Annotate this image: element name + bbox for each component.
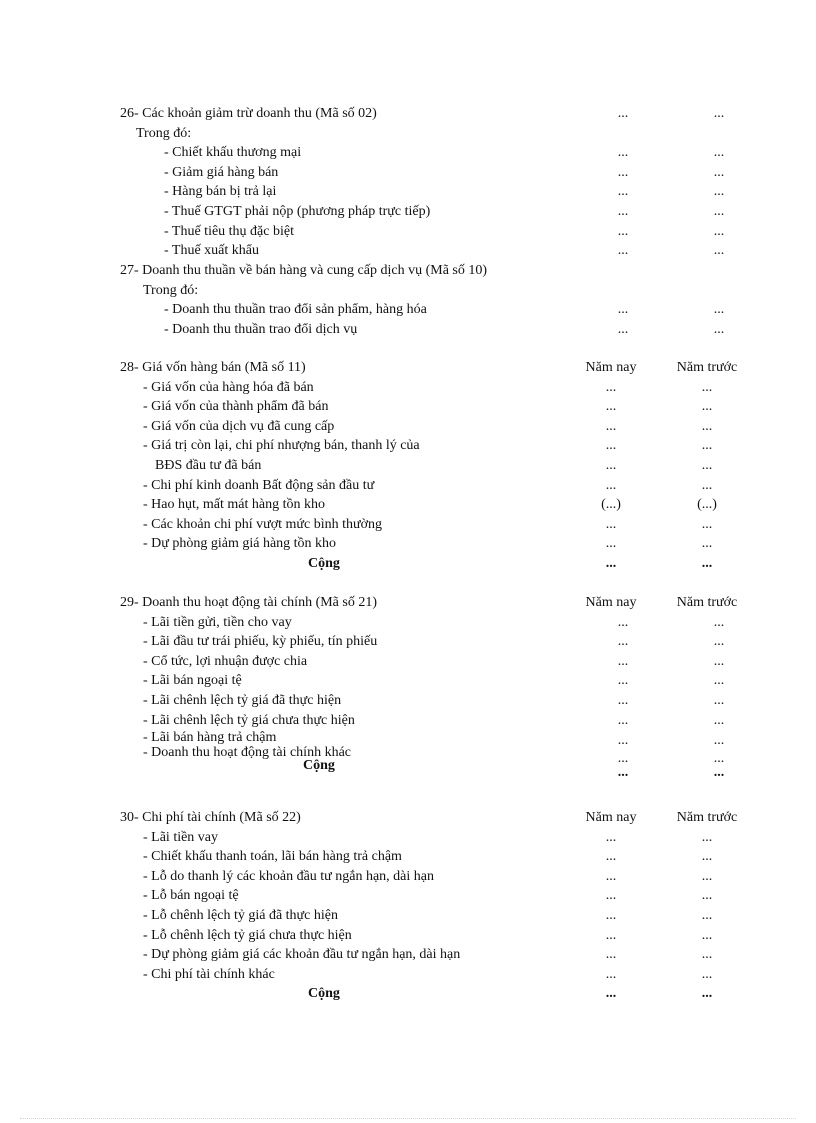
row-label: - Chi phí kinh doanh Bất động sản đầu tư (143, 477, 375, 493)
value-previous-year: ... (701, 379, 713, 395)
section-29 (0, 593, 816, 780)
value-previous-year: ... (713, 321, 725, 337)
table-row (0, 886, 816, 906)
value-previous-year: ... (713, 653, 725, 669)
column-header-current-year: Năm nay (585, 595, 637, 610)
value-previous-year: ... (701, 829, 713, 845)
trong-do-row (0, 124, 816, 144)
value-current-year: ... (605, 829, 617, 845)
table-row (0, 495, 816, 515)
table-row (0, 320, 816, 340)
table-row (0, 436, 816, 456)
value-current-year: ... (617, 733, 629, 749)
section-title-row (0, 104, 816, 124)
total-row (0, 760, 816, 780)
value-previous-year: ... (713, 145, 725, 161)
value-current-year: ... (605, 888, 617, 904)
value-previous-year: ... (713, 751, 725, 767)
table-row (0, 182, 816, 202)
row-label: - Thuế xuất khẩu (164, 243, 259, 259)
value-current-year: ... (617, 164, 629, 180)
value-previous-year: ... (713, 203, 725, 219)
row-label: - Lỗ bán ngoại tệ (143, 888, 239, 904)
table-row (0, 143, 816, 163)
value-current-year: ... (617, 145, 629, 161)
value-current-year: ... (605, 477, 617, 493)
table-row (0, 867, 816, 887)
total-previous-year: ... (701, 555, 713, 571)
table-row (0, 378, 816, 398)
section-title-row (0, 358, 816, 378)
row-label: - Chiết khấu thương mại (164, 145, 302, 161)
table-row (0, 456, 816, 476)
section-title: 28- Giá vốn hàng bán (Mã số 11) (120, 360, 306, 375)
value-current-year: ... (605, 516, 617, 532)
row-label: - Cổ tức, lợi nhuận được chia (143, 653, 308, 669)
row-label: - Lãi đầu tư trái phiếu, kỳ phiếu, tín phiếu (143, 634, 378, 650)
row-label: - Thuế tiêu thụ đặc biệt (164, 223, 294, 239)
section-title-row (0, 808, 816, 828)
row-label: - Giá vốn của hàng hóa đã bán (143, 379, 314, 395)
row-label: - Lãi bán ngoại tệ (143, 673, 242, 689)
table-row (0, 906, 816, 926)
row-label: - Lãi chênh lệch tỷ giá chưa thực hiện (143, 712, 355, 728)
row-label: - Dự phòng giảm giá hàng tồn kho (143, 536, 337, 552)
total-current-year: ... (617, 765, 629, 781)
value-previous-year: ... (701, 927, 713, 943)
value-current-year: ... (605, 947, 617, 963)
row-label: - Doanh thu thuần trao đổi dịch vụ (164, 321, 358, 337)
value-current-year: ... (617, 243, 629, 259)
table-row (0, 417, 816, 437)
value-previous-year: ... (701, 418, 713, 434)
table-row (0, 202, 816, 222)
column-header-previous-year: Năm trước (676, 595, 738, 610)
total-label: Cộng (308, 986, 340, 1002)
row-label: - Doanh thu hoạt động tài chính khác (143, 745, 352, 761)
value-previous-year: ... (701, 399, 713, 415)
table-row (0, 397, 816, 417)
table-row (0, 632, 816, 652)
value-current-year: (...) (601, 497, 621, 513)
value-current-year: ... (617, 106, 629, 121)
value-previous-year: ... (713, 692, 725, 708)
value-previous-year: ... (713, 106, 725, 121)
row-label: - Lãi tiền vay (143, 829, 219, 845)
row-label: - Hàng bán bị trả lại (164, 184, 277, 200)
value-previous-year: ... (701, 868, 713, 884)
value-previous-year: ... (713, 634, 725, 650)
row-label: - Các khoản chi phí vượt mức bình thường (143, 516, 382, 532)
section-28 (0, 358, 816, 574)
row-label: - Lỗ chênh lệch tỷ giá chưa thực hiện (143, 927, 352, 943)
table-row (0, 163, 816, 183)
page-bottom-divider (20, 1118, 796, 1119)
total-label: Cộng (303, 758, 335, 774)
table-row (0, 965, 816, 985)
total-current-year: ... (605, 986, 617, 1002)
value-current-year: ... (617, 614, 629, 630)
column-header-previous-year: Năm trước (676, 810, 738, 825)
table-row (0, 652, 816, 672)
section-title: 29- Doanh thu hoạt động tài chính (Mã số 21) (120, 595, 378, 610)
total-current-year: ... (605, 555, 617, 571)
table-row (0, 671, 816, 691)
table-row (0, 691, 816, 711)
value-previous-year: ... (701, 966, 713, 982)
value-current-year: ... (617, 321, 629, 337)
row-label: - Hao hụt, mất mát hàng tồn kho (143, 497, 325, 513)
table-row (0, 613, 816, 633)
row-label: - Chiết khấu thanh toán, lãi bán hàng trả chậm (143, 849, 402, 865)
table-row (0, 828, 816, 848)
value-current-year: ... (617, 673, 629, 689)
value-previous-year: ... (701, 947, 713, 963)
section-title: 30- Chi phí tài chính (Mã số 22) (120, 810, 301, 825)
value-current-year: ... (617, 712, 629, 728)
value-previous-year: ... (713, 164, 725, 180)
value-current-year: ... (617, 692, 629, 708)
table-row (0, 515, 816, 535)
value-current-year: ... (605, 907, 617, 923)
value-current-year: ... (605, 399, 617, 415)
column-header-current-year: Năm nay (585, 360, 637, 375)
table-row (0, 222, 816, 242)
value-previous-year: ... (701, 438, 713, 454)
value-current-year: ... (605, 379, 617, 395)
section-title-row (0, 593, 816, 613)
row-label: - Dự phòng giảm giá các khoản đầu tư ngắn hạn, dài hạn (143, 947, 461, 963)
value-previous-year: ... (701, 536, 713, 552)
value-current-year: ... (617, 203, 629, 219)
total-row (0, 984, 816, 1004)
value-previous-year: ... (713, 733, 725, 749)
value-current-year: ... (617, 302, 629, 318)
value-previous-year: ... (713, 184, 725, 200)
value-current-year: ... (605, 966, 617, 982)
section-26 (0, 104, 816, 261)
row-label: - Giá vốn của thành phẩm đã bán (143, 399, 329, 415)
row-label: - Giá trị còn lại, chi phí nhượng bán, thanh lý của (143, 438, 420, 454)
row-label: - Lỗ do thanh lý các khoản đầu tư ngắn hạn, dài hạn (143, 868, 434, 884)
value-current-year: ... (617, 634, 629, 650)
table-row (0, 847, 816, 867)
trong-do-row (0, 281, 816, 301)
value-previous-year: ... (713, 243, 725, 259)
row-label: - Giảm giá hàng bán (164, 164, 279, 180)
row-label: - Thuế GTGT phải nộp (phương pháp trực tiếp) (164, 203, 431, 219)
row-label: - Giá vốn của dịch vụ đã cung cấp (143, 418, 335, 434)
value-previous-year: ... (701, 907, 713, 923)
row-label: - Chi phí tài chính khác (143, 966, 275, 982)
value-previous-year: ... (701, 457, 713, 473)
table-row (0, 945, 816, 965)
row-label: - Lỗ chênh lệch tỷ giá đã thực hiện (143, 907, 338, 923)
total-label: Cộng (308, 555, 340, 571)
value-previous-year: ... (713, 614, 725, 630)
value-current-year: ... (605, 927, 617, 943)
column-header-previous-year: Năm trước (676, 360, 738, 375)
value-previous-year: ... (713, 673, 725, 689)
value-previous-year: ... (701, 849, 713, 865)
table-row (0, 711, 816, 731)
section-30 (0, 808, 816, 1004)
table-row (0, 476, 816, 496)
column-header-current-year: Năm nay (585, 810, 637, 825)
table-row (0, 241, 816, 261)
section-title: 26- Các khoản giảm trừ doanh thu (Mã số 02) (120, 106, 377, 121)
value-previous-year: ... (713, 712, 725, 728)
trong-do-label: Trong đó: (143, 282, 199, 298)
value-current-year: ... (605, 418, 617, 434)
value-previous-year: ... (701, 888, 713, 904)
trong-do-label: Trong đó: (136, 125, 192, 141)
section-title: 27- Doanh thu thuần về bán hàng và cung cấp dịch vụ (Mã số 10) (120, 263, 488, 278)
value-current-year: ... (605, 457, 617, 473)
section-title-row (0, 261, 816, 281)
table-row (0, 926, 816, 946)
value-current-year: ... (605, 438, 617, 454)
row-label: - Lãi tiền gửi, tiền cho vay (143, 614, 292, 630)
value-previous-year: ... (713, 223, 725, 239)
row-label: - Doanh thu thuần trao đổi sản phẩm, hàng hóa (164, 302, 427, 318)
total-previous-year: ... (701, 986, 713, 1002)
value-current-year: ... (617, 223, 629, 239)
section-27 (0, 261, 816, 339)
table-row (0, 300, 816, 320)
value-current-year: ... (617, 751, 629, 767)
value-previous-year: (...) (697, 497, 717, 513)
row-label: - Lãi chênh lệch tỷ giá đã thực hiện (143, 692, 342, 708)
value-current-year: ... (605, 868, 617, 884)
table-row (0, 730, 816, 749)
value-previous-year: ... (701, 516, 713, 532)
value-previous-year: ... (701, 477, 713, 493)
total-row (0, 554, 816, 574)
row-label: BĐS đầu tư đã bán (155, 457, 262, 473)
value-previous-year: ... (713, 302, 725, 318)
value-current-year: ... (617, 184, 629, 200)
row-label: - Lãi bán hàng trả chậm (143, 730, 277, 746)
value-current-year: ... (617, 653, 629, 669)
table-row (0, 534, 816, 554)
value-current-year: ... (605, 849, 617, 865)
total-previous-year: ... (713, 765, 725, 781)
value-current-year: ... (605, 536, 617, 552)
